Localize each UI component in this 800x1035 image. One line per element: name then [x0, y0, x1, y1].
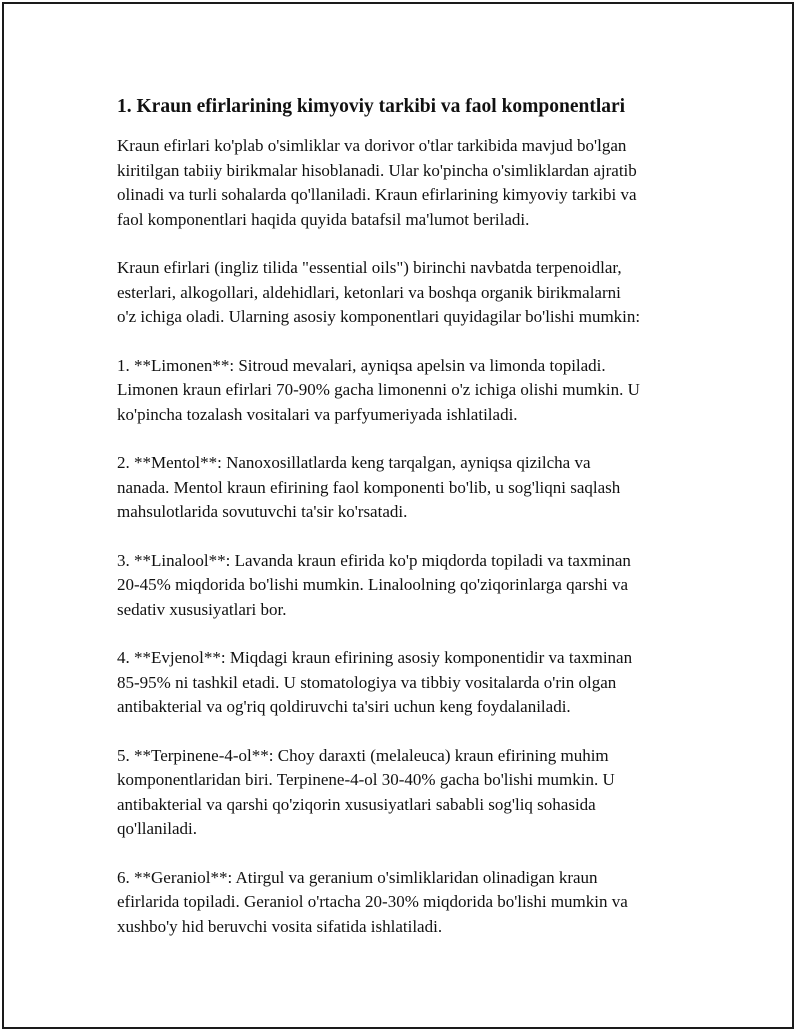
- list-item-mentol: 2. **Mentol**: Nanoxosillatlarda keng tarqalgan, ayniqsa qizilcha va nanada. Mentol kraun efirining faol komponenti bo'lib, u sog'liqni saqlash mahsulotlarida sovutuvchi ta'sir ko'rsatadi.: [117, 453, 621, 521]
- overview-paragraph: Kraun efirlari (ingliz tilida "essential oils") birinchi navbatda terpenoidlar, esterlari, alkogollari, aldehidlari, ketonlari va boshqa organik birikmalarni o'z ichiga oladi. Ularning asosiy komponentlari quyidagilar bo'lishi mumkin:: [117, 258, 641, 326]
- document-body: [117, 94, 697, 963]
- list-item-terpinene: 5. **Terpinene-4-ol**: Choy daraxti (melaleuca) kraun efirining muhim komponentlaridan biri. Terpinene-4-ol 30-40% gacha bo'lishi mumkin. U antibakterial va qarshi qo'ziqorin xususiyatlari sababli sog'liq sohasida qo'llaniladi.: [117, 745, 615, 838]
- intro-paragraph: Kraun efirlari ko'plab o'simliklar va dorivor o'tlar tarkibida mavjud bo'lgan kiritilgan tabiiy birikmalar hisoblanadi. Ular ko'pincha o'simliklardan ajratib olinadi va turli sohalarda qo'llaniladi. Kraun efirlarining kimyoviy tarkibi va faol komponentlari haqida quyida batafsil ma'lumot beriladi.: [117, 136, 637, 229]
- section-heading: 1. Kraun efirlarining kimyoviy tarkibi va faol komponentlari: [117, 96, 626, 117]
- list-item-limonen: 1. **Limonen**: Sitroud mevalari, ayniqsa apelsin va limonda topiladi. Limonen kraun efirlari 70-90% gacha limonenni o'z ichiga olishi mumkin. U ko'pincha tozalash vositalari va parfyumeriyada ishlatiladi.: [117, 355, 640, 424]
- list-item-linalool: 3. **Linalool**: Lavanda kraun efirida ko'p miqdorda topiladi va taxminan 20-45% miqdorida bo'lishi mumkin. Linaloolning qo'ziqorinlarga qarshi va sedativ xususiyatlari bor.: [117, 550, 631, 619]
- list-item-evjenol: 4. **Evjenol**: Miqdagi kraun efirining asosiy komponentidir va taxminan 85-95% ni tashkil etadi. U stomatologiya va tibbiy vositalarda o'rin olgan antibakterial va og'riq qoldiruvchi ta'siri uchun keng foydalaniladi.: [117, 648, 633, 716]
- list-item-geraniol: 6. **Geraniol**: Atirgul va geranium o'simliklaridan olinadigan kraun efirlarida topiladi. Geraniol o'rtacha 20-30% miqdorida bo'lishi mumkin va xushbo'y hid beruvchi vosita sifatida ishlatiladi.: [117, 867, 628, 936]
